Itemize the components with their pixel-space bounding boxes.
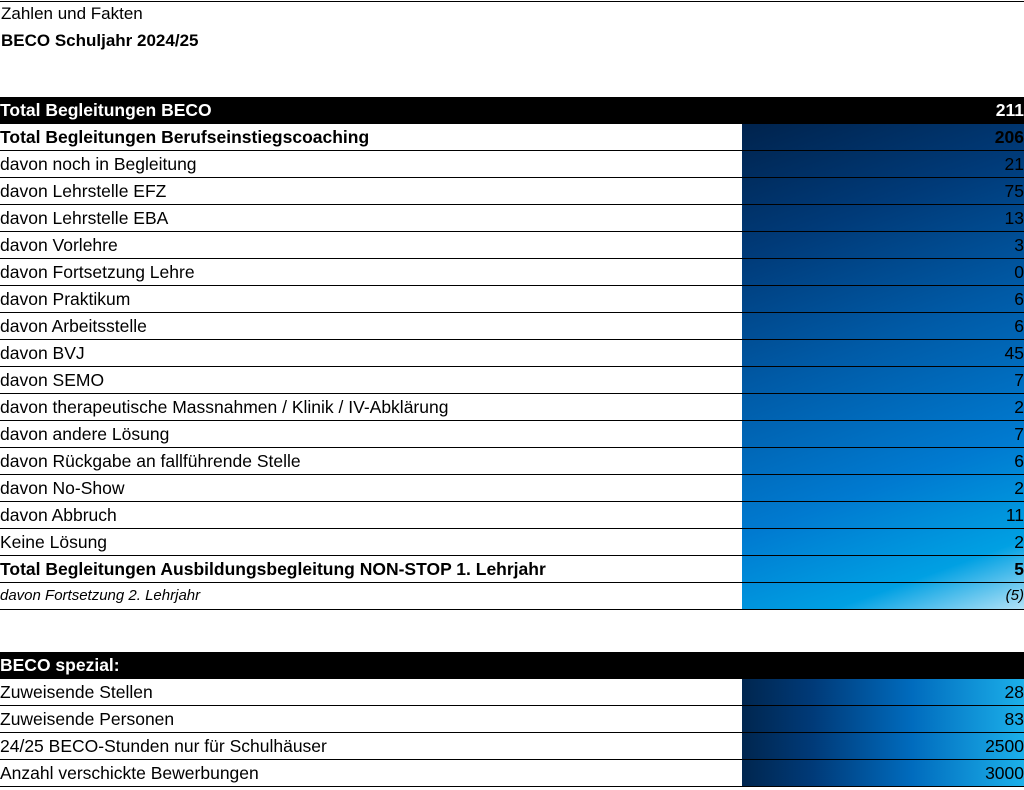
row-label: Total Begleitungen Ausbildungsbegleitung NON-STOP 1. Lehrjahr [0, 556, 742, 583]
row-value: 2 [742, 394, 1024, 421]
row-value: 2 [742, 475, 1024, 502]
table-row [0, 340, 1024, 367]
facts-table-main [0, 97, 1024, 610]
row-label: Zuweisende Stellen [0, 679, 742, 706]
row-label: davon noch in Begleitung [0, 151, 742, 178]
section-header-label: BECO spezial: [0, 652, 742, 679]
row-value: 6 [742, 313, 1024, 340]
row-value: 3000 [742, 760, 1024, 787]
section-header-row [0, 652, 1024, 679]
row-label: davon Lehrstelle EBA [0, 205, 742, 232]
top-rule [0, 1, 1024, 2]
table-row [0, 706, 1024, 733]
table-row [0, 421, 1024, 448]
table-row [0, 760, 1024, 787]
section-header-label: Total Begleitungen BECO [0, 97, 742, 124]
row-label: davon therapeutische Massnahmen / Klinik / IV-Abklärung [0, 394, 742, 421]
table-row [0, 286, 1024, 313]
row-label: davon Lehrstelle EFZ [0, 178, 742, 205]
row-label: davon Vorlehre [0, 232, 742, 259]
table-row [0, 502, 1024, 529]
row-label: davon Praktikum [0, 286, 742, 313]
row-label: Keine Lösung [0, 529, 742, 556]
table-row [0, 178, 1024, 205]
table-row [0, 205, 1024, 232]
table-row [0, 232, 1024, 259]
row-label: davon Abbruch [0, 502, 742, 529]
row-value: 83 [742, 706, 1024, 733]
row-value: 206 [742, 124, 1024, 151]
row-label: Anzahl verschickte Bewerbungen [0, 760, 742, 787]
section-header-value: 211 [742, 97, 1024, 124]
row-value: 75 [742, 178, 1024, 205]
section-header-value [742, 652, 1024, 679]
row-value: 2500 [742, 733, 1024, 760]
row-value: 45 [742, 340, 1024, 367]
document-subtitle: BECO Schuljahr 2024/25 [1, 31, 199, 50]
document-title: Zahlen und Fakten [1, 4, 143, 23]
row-value: 11 [742, 502, 1024, 529]
row-label: Total Begleitungen Berufseinstiegscoaching [0, 124, 742, 151]
table-row [0, 448, 1024, 475]
section-header-row [0, 97, 1024, 124]
row-value: 5 [742, 556, 1024, 583]
row-value: 0 [742, 259, 1024, 286]
row-label: davon SEMO [0, 367, 742, 394]
table-row [0, 583, 1024, 610]
row-value: 28 [742, 679, 1024, 706]
table-row [0, 313, 1024, 340]
row-label: davon No-Show [0, 475, 742, 502]
row-label: davon Arbeitsstelle [0, 313, 742, 340]
table-row [0, 475, 1024, 502]
row-value: 3 [742, 232, 1024, 259]
table-row [0, 151, 1024, 178]
table-row [0, 556, 1024, 583]
row-value: 6 [742, 286, 1024, 313]
row-label: davon Fortsetzung 2. Lehrjahr [0, 583, 742, 610]
table-row [0, 394, 1024, 421]
row-value: 2 [742, 529, 1024, 556]
row-value: 13 [742, 205, 1024, 232]
table-row [0, 679, 1024, 706]
table-row [0, 367, 1024, 394]
row-value: 7 [742, 367, 1024, 394]
table-row [0, 124, 1024, 151]
table-row [0, 259, 1024, 286]
facts-table-special [0, 652, 1024, 787]
row-label: davon BVJ [0, 340, 742, 367]
row-label: davon Fortsetzung Lehre [0, 259, 742, 286]
table-row [0, 733, 1024, 760]
row-label: davon Rückgabe an fallführende Stelle [0, 448, 742, 475]
row-label: davon andere Lösung [0, 421, 742, 448]
table-row [0, 529, 1024, 556]
row-value: 7 [742, 421, 1024, 448]
row-label: Zuweisende Personen [0, 706, 742, 733]
row-value: (5) [742, 583, 1024, 610]
row-label: 24/25 BECO-Stunden nur für Schulhäuser [0, 733, 742, 760]
row-value: 6 [742, 448, 1024, 475]
row-value: 21 [742, 151, 1024, 178]
